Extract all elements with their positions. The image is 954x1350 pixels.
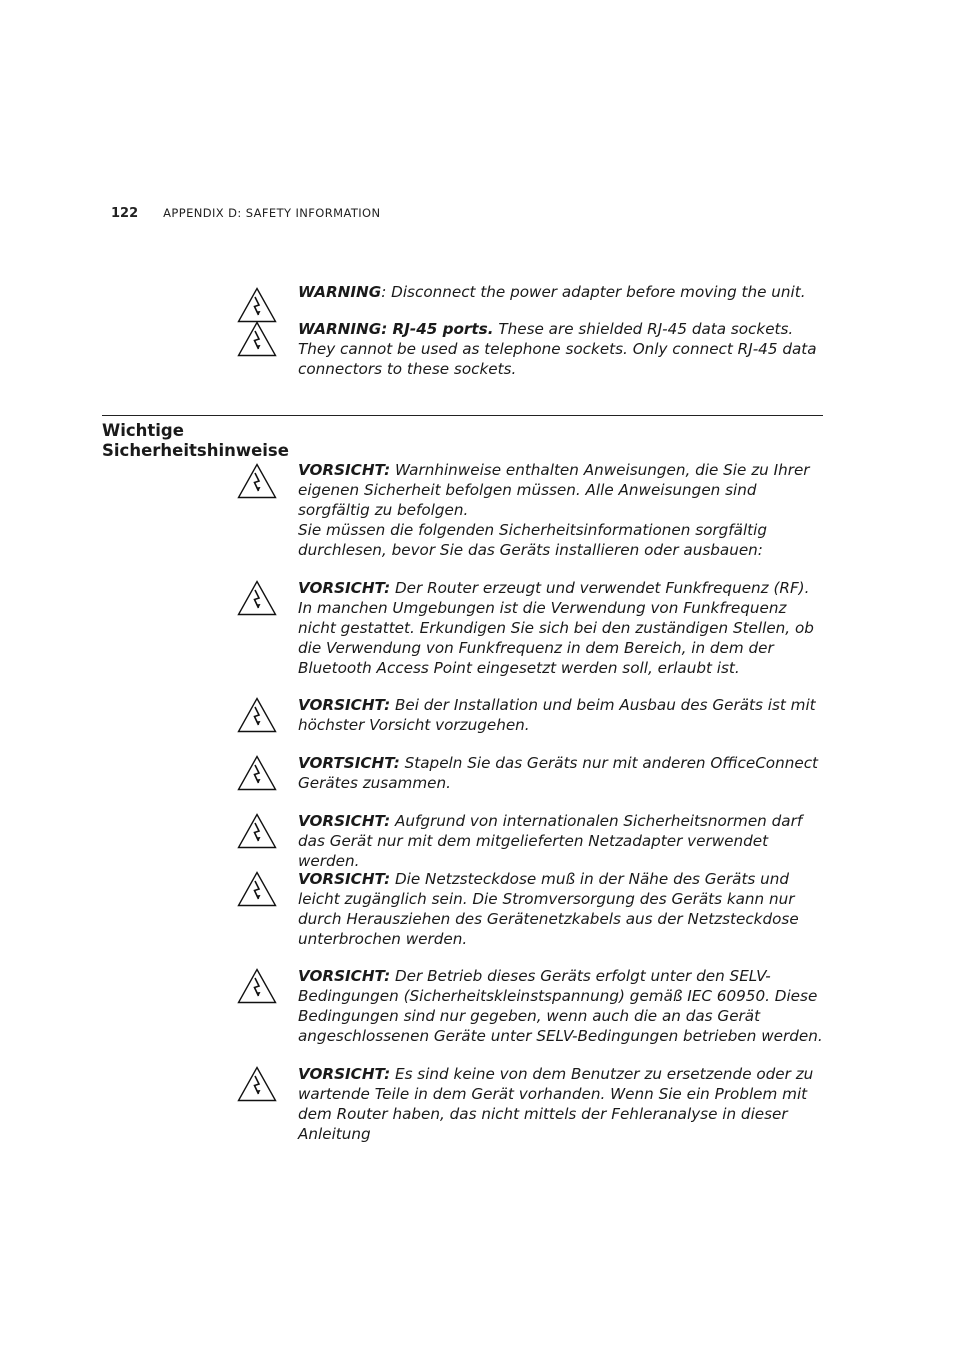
- vorsicht-block-1: [298, 460, 828, 560]
- warning-text: : Disconnect the power adapter before moving the unit.: [381, 283, 806, 301]
- electrical-hazard-icon: [237, 813, 277, 849]
- vorsicht-label: VORSICHT:: [298, 870, 391, 888]
- vorsicht-block-7: [298, 966, 828, 1046]
- vorsicht-text: Die Netzsteckdose muß in der Nähe des Geräts und leicht zugänglich sein. Die Stromversorgung des Geräts kann nur durch Herausziehen des Gerätenetzkabels aus der Netzsteckdose unterbrochen werden.: [298, 870, 799, 948]
- vorsicht-block-6: [298, 869, 828, 949]
- vorsicht-text: Aufgrund von internationalen Sicherheitsnormen darf das Gerät nur mit dem mitgelieferten Netzadapter verwendet werden.: [298, 812, 803, 870]
- vorsicht-label: VORSICHT:: [298, 696, 391, 714]
- electrical-hazard-icon: [237, 968, 277, 1004]
- vorsicht-text: Stapeln Sie das Geräts nur mit anderen OfficeConnect Gerätes zusammen.: [298, 754, 818, 792]
- vorsicht-block-5: [298, 811, 828, 871]
- warning-text: These are shielded RJ-45 data sockets. They cannot be used as telephone sockets. Only connect RJ-45 data connectors to these sockets.: [298, 320, 817, 378]
- running-title: APPENDIX D: SAFETY INFORMATION: [163, 206, 381, 220]
- electrical-hazard-icon: [237, 287, 277, 323]
- section-title: [102, 421, 302, 460]
- section-divider: [102, 415, 823, 416]
- vorsicht-label: VORTSICHT:: [298, 754, 400, 772]
- vorsicht-label: VORSICHT:: [298, 812, 391, 830]
- vorsicht-text: Der Betrieb dieses Geräts erfolgt unter den SELV-Bedingungen (Sicherheitskleinstspannung) gemäß IEC 60950. Diese Bedingungen sind nur gegeben, wenn auch die an das Gerät angeschlossenen Geräte unter SELV-Bedingungen betrieben werden.: [298, 967, 823, 1045]
- warning-label: WARNING: [298, 283, 382, 301]
- section-title-line1: Wichtige: [102, 421, 184, 440]
- vorsicht-block-4: [298, 753, 828, 793]
- electrical-hazard-icon: [237, 463, 277, 499]
- section-title-line2: Sicherheitshinweise: [102, 440, 289, 460]
- electrical-hazard-icon: [237, 871, 277, 907]
- vorsicht-text: Warnhinweise enthalten Anweisungen, die Sie zu Ihrer eigenen Sicherheit befolgen müssen. Alle Anweisungen sind sorgfältig zu befolgen.: [298, 461, 810, 519]
- vorsicht-text: Der Router erzeugt und verwendet Funkfrequenz (RF). In manchen Umgebungen ist die Verwendung von Funkfrequenz nicht gestattet. Erkundigen Sie sich bei den zuständigen Stellen, ob die Verwendung von Funkfrequenz in dem Bereich, in dem der Bluetooth Access Point eingesetzt werden soll, erlaubt ist.: [298, 579, 814, 677]
- vorsicht-block-8: [298, 1064, 828, 1144]
- electrical-hazard-icon: [237, 321, 277, 357]
- vorsicht-label: VORSICHT:: [298, 579, 391, 597]
- electrical-hazard-icon: [237, 1066, 277, 1102]
- electrical-hazard-icon: [237, 580, 277, 616]
- vorsicht-label: VORSICHT:: [298, 461, 391, 479]
- vorsicht-text: Bei der Installation und beim Ausbau des Geräts ist mit höchster Vorsicht vorzugehen.: [298, 696, 816, 734]
- running-header: [111, 206, 381, 221]
- vorsicht-block-2: [298, 578, 828, 678]
- vorsicht-text: Es sind keine von dem Benutzer zu ersetzende oder zu wartende Teile in dem Gerät vorhanden. Wenn Sie ein Problem mit dem Router haben, das nicht mittels der Fehleranalyse in dieser Anleitung: [298, 1065, 814, 1143]
- electrical-hazard-icon: [237, 755, 277, 791]
- vorsicht-label: VORSICHT:: [298, 1065, 391, 1083]
- electrical-hazard-icon: [237, 697, 277, 733]
- vorsicht-block-3: [298, 695, 828, 735]
- warning-label: WARNING: RJ-45 ports.: [298, 320, 494, 338]
- warning-rj45: [298, 319, 828, 379]
- page-number: 122: [111, 206, 139, 221]
- vorsicht-extra: Sie müssen die folgenden Sicherheitsinformationen sorgfältig durchlesen, bevor Sie das Geräts installieren oder ausbauen:: [298, 521, 767, 559]
- warning-power-adapter: [298, 282, 828, 302]
- vorsicht-label: VORSICHT:: [298, 967, 391, 985]
